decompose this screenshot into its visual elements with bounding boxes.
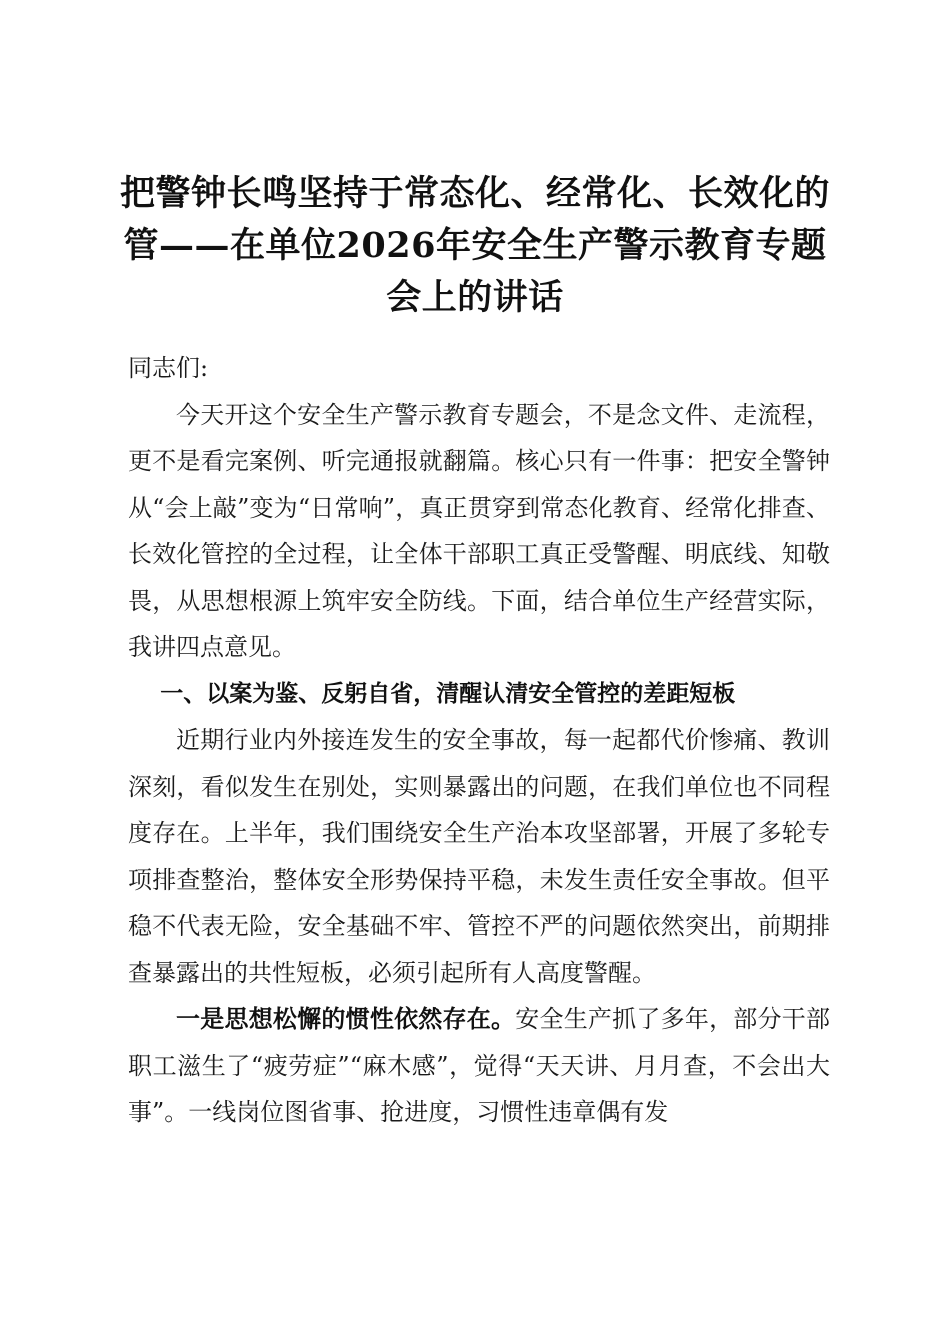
point-1-text: 安全生产抓了多年，部分干部职工滋生了“疲劳症”“麻木感”，觉得“天天讲、月月查，不会出大事”。一线岗位图省事、抢进度，习惯性违章偶有发 bbox=[128, 1005, 831, 1126]
salutation: 同志们: bbox=[128, 354, 209, 382]
title-line-2: 管——在单位2026年安全生产警示教育专题 bbox=[123, 225, 827, 266]
document-body bbox=[128, 345, 830, 1136]
document-title bbox=[100, 168, 850, 324]
section-heading-1: 一、以案为鉴、反躬自省，清醒认清安全管控的差距短板 bbox=[160, 680, 736, 707]
section-1-paragraph: 近期行业内外接连发生的安全事故，每一起都代价惨痛、教训深刻，看似发生在别处，实则暴露出的问题，在我们单位也不同程度存在。上半年，我们围绕安全生产治本攻坚部署，开展了多轮专项排查整治，整体安全形势保持平稳，未发生责任安全事故。但平稳不代表无险，安全基础不牢、管控不严的问题依然突出，前期排查暴露出的共性短板，必须引起所有人高度警醒。 bbox=[128, 726, 830, 987]
title-line-1: 把警钟长鸣坚持于常态化、经常化、长效化的 bbox=[119, 173, 830, 214]
point-1-paragraph bbox=[128, 996, 830, 1136]
point-1-lead: 一是思想松懈的惯性依然存在。 bbox=[176, 1004, 516, 1033]
title-line-3: 会上的讲话 bbox=[386, 277, 564, 318]
intro-paragraph: 今天开这个安全生产警示教育专题会，不是念文件、走流程，更不是看完案例、听完通报就翻篇。核心只有一件事：把安全警钟从“会上敲”变为“日常响”，真正贯穿到常态化教育、经常化排查、长效化管控的全过程，让全体干部职工真正受警醒、明底线、知敬畏，从思想根源上筑牢安全防线。下面，结合单位生产经营实际，我讲四点意见。 bbox=[128, 400, 830, 661]
